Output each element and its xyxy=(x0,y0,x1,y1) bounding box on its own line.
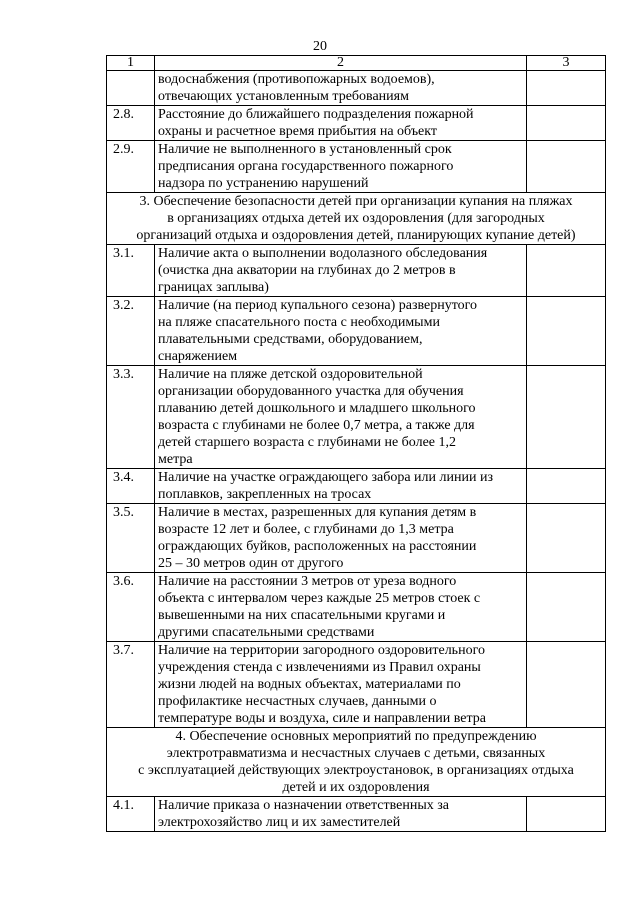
column-header-mark: 3 xyxy=(527,56,606,71)
item-mark-cell xyxy=(527,245,606,297)
item-number: 3.7. xyxy=(107,642,155,728)
cell-text-line: организаций отдыха и оздоровления детей, планирующих купание детей) xyxy=(136,228,576,243)
table-row xyxy=(107,573,606,642)
cell-text-line: предписания органа государственного пожарного xyxy=(158,159,454,174)
item-mark-cell xyxy=(527,797,606,832)
table-row xyxy=(107,141,606,193)
table-row xyxy=(107,366,606,469)
cell-text-line: 25 – 30 метров один от другого xyxy=(158,556,344,571)
item-mark-cell xyxy=(527,71,606,106)
cell-text-line: Наличие на расстоянии 3 метров от уреза водного xyxy=(158,574,457,589)
table-row xyxy=(107,106,606,141)
cell-text-line: охраны и расчетное время прибытия на объект xyxy=(158,124,438,139)
cell-text-line: возрасте 12 лет и более, с глубинами до 1,3 метра xyxy=(158,522,454,537)
table-row xyxy=(107,797,606,832)
cell-text-line: поплавков, закрепленных на тросах xyxy=(158,487,372,502)
checklist-table xyxy=(106,55,606,832)
item-mark-cell xyxy=(527,141,606,193)
cell-text-line: в организациях отдыха детей их оздоровления (для загородных xyxy=(167,211,545,226)
cell-text-line: метра xyxy=(158,452,193,467)
table-body xyxy=(107,56,606,832)
cell-text-line: электрохозяйство лиц и их заместителей xyxy=(158,815,401,830)
item-number: 3.3. xyxy=(107,366,155,469)
column-header-content: 2 xyxy=(155,56,527,71)
cell-text-line: ограждающих буйков, расположенных на расстоянии xyxy=(158,539,477,554)
cell-text-line: водоснабжения (противопожарных водоемов), xyxy=(158,72,435,87)
cell-text-line: детей и их оздоровления xyxy=(282,780,430,795)
table-row xyxy=(107,71,606,106)
cell-text-line: профилактике несчастных случаев, данными о xyxy=(158,694,437,709)
section-header-row xyxy=(107,193,606,245)
item-number: 4.1. xyxy=(107,797,155,832)
cell-text-line: учреждения стенда с извлечениями из Правил охраны xyxy=(158,660,481,675)
item-description xyxy=(155,504,527,573)
cell-text-line: Наличие на пляже детской оздоровительной xyxy=(158,367,423,382)
table-row xyxy=(107,504,606,573)
section-title xyxy=(107,193,606,245)
cell-text-line: 3. Обеспечение безопасности детей при организации купания на пляжах xyxy=(139,194,573,209)
item-description xyxy=(155,297,527,366)
page-number: 20 xyxy=(313,39,327,54)
table-row xyxy=(107,297,606,366)
table-row xyxy=(107,469,606,504)
section-title xyxy=(107,728,606,797)
item-description xyxy=(155,141,527,193)
item-number: 3.1. xyxy=(107,245,155,297)
cell-text-line: Наличие (на период купального сезона) развернутого xyxy=(158,298,478,313)
column-header-number: 1 xyxy=(107,56,155,71)
cell-text-line: температуре воды и воздуха, силе и направлении ветра xyxy=(158,711,486,726)
cell-text-line: 4. Обеспечение основных мероприятий по предупреждению xyxy=(175,729,537,744)
item-number: 3.2. xyxy=(107,297,155,366)
cell-text-line: снаряжением xyxy=(158,349,238,364)
item-number xyxy=(107,71,155,106)
cell-text-line: границах заплыва) xyxy=(158,280,269,295)
cell-text-line: (очистка дна акватории на глубинах до 2 метров в xyxy=(158,263,456,278)
item-number: 2.8. xyxy=(107,106,155,141)
cell-text-line: другими спасательными средствами xyxy=(158,625,375,640)
cell-text-line: Наличие акта о выполнении водолазного обследования xyxy=(158,246,488,261)
item-description xyxy=(155,245,527,297)
cell-text-line: вывешенными на них спасательными кругами и xyxy=(158,608,446,623)
item-mark-cell xyxy=(527,106,606,141)
item-mark-cell xyxy=(527,642,606,728)
cell-text-line: Наличие на территории загородного оздоровительного xyxy=(158,643,485,658)
cell-text-line: организации оборудованного участка для обучения xyxy=(158,384,464,399)
item-mark-cell xyxy=(527,573,606,642)
cell-text-line: жизни людей на водных объектах, материалами по xyxy=(158,677,461,692)
column-header-row xyxy=(107,56,606,71)
item-description xyxy=(155,642,527,728)
cell-text-line: возраста с глубинами не более 0,7 метра, а также для xyxy=(158,418,475,433)
cell-text-line: плаванию детей дошкольного и младшего школьного xyxy=(158,401,476,416)
cell-text-line: с эксплуатацией действующих электроустановок, в организациях отдыха xyxy=(138,763,574,778)
item-number: 3.6. xyxy=(107,573,155,642)
cell-text-line: на пляже спасательного поста с необходимыми xyxy=(158,315,440,330)
item-mark-cell xyxy=(527,504,606,573)
item-description xyxy=(155,366,527,469)
item-description xyxy=(155,71,527,106)
cell-text-line: плавательными средствами, оборудованием, xyxy=(158,332,423,347)
cell-text-line: электротравматизма и несчастных случаев с детьми, связанных xyxy=(166,746,546,761)
item-number: 3.4. xyxy=(107,469,155,504)
cell-text-line: Наличие не выполненного в установленный срок xyxy=(158,142,452,157)
item-description xyxy=(155,469,527,504)
cell-text-line: детей старшего возраста с глубинами не более 1,2 xyxy=(158,435,457,450)
item-number: 3.5. xyxy=(107,504,155,573)
cell-text-line: отвечающих установленным требованиям xyxy=(158,89,409,104)
item-description xyxy=(155,797,527,832)
cell-text-line: Наличие на участке ограждающего забора или линии из xyxy=(158,470,493,485)
section-header-row xyxy=(107,728,606,797)
item-mark-cell xyxy=(527,297,606,366)
item-description xyxy=(155,106,527,141)
item-mark-cell xyxy=(527,469,606,504)
cell-text-line: Наличие в местах, разрешенных для купания детям в xyxy=(158,505,477,520)
item-description xyxy=(155,573,527,642)
item-mark-cell xyxy=(527,366,606,469)
cell-text-line: Наличие приказа о назначении ответственных за xyxy=(158,798,449,813)
item-number: 2.9. xyxy=(107,141,155,193)
table-row xyxy=(107,642,606,728)
cell-text-line: объекта с интервалом через каждые 25 метров стоек с xyxy=(158,591,481,606)
cell-text-line: Расстояние до ближайшего подразделения пожарной xyxy=(158,107,474,122)
cell-text-line: надзора по устранению нарушений xyxy=(158,176,369,191)
table-row xyxy=(107,245,606,297)
